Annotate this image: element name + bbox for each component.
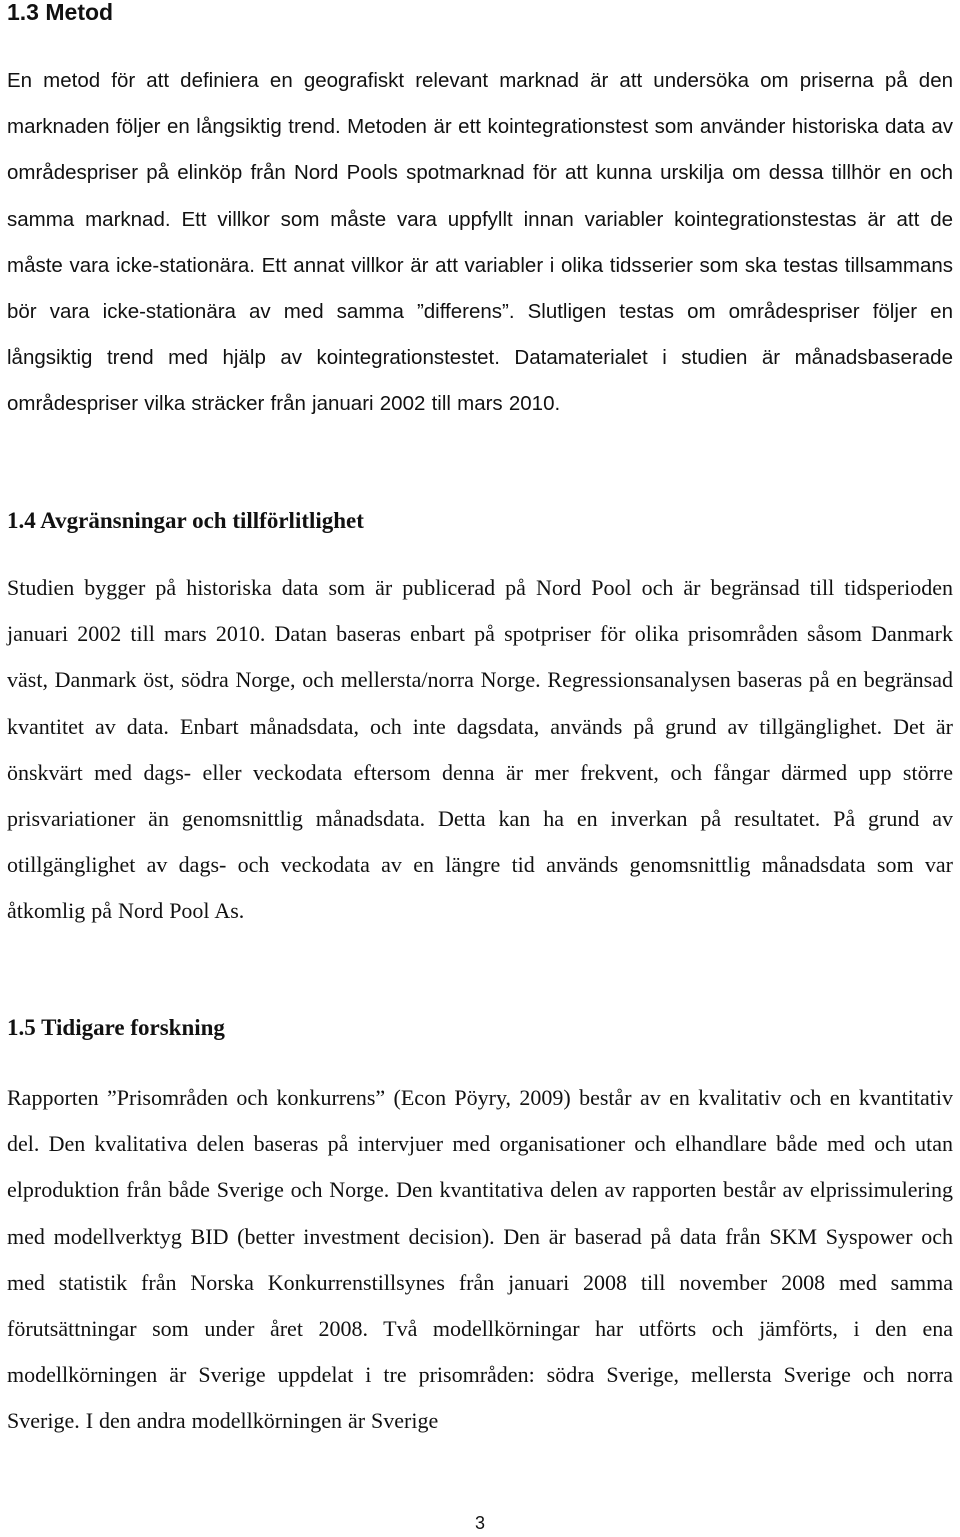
section-heading-tidigare-forskning: 1.5 Tidigare forskning [7,1015,225,1040]
section-heading-metod: 1.3 Metod [7,0,114,25]
section-paragraph-avgransningar: Studien bygger på historiska data som är publicerad på Nord Pool och är begränsad till tidsperioden januari 2002 till mars 2010. Datan baseras enbart på spotpriser för olika prisområden såsom Danmark väst, Danmark öst, södra Norge, och mellersta/norra Norge. Regressionsanalysen baseras på en begränsad kvantitet av data. Enbart månadsdata, och inte dagsdata, används på grund av tillgänglighet. Det är önskvärt med dags- eller veckodata eftersom denna är mer frekvent, och fångar därmed upp större prisvariationer än genomsnittlig månadsdata. Detta kan ha en inverkan på resultatet. På grund av otillgänglighet av dags- och veckodata av en längre tid används genomsnittlig månadsdata som var åtkomlig på Nord Pool As. [7,575,953,924]
page-number: 3 [474,1513,485,1533]
section-paragraph-metod: En metod för att definiera en geografiskt relevant marknad är att undersöka om priserna på den marknaden följer en långsiktig trend. Metoden är ett kointegrationstest som använder historiska data av områdespriser på elinköp från Nord Pools spotmarknad för att kunna urskilja om dessa tillhör en och samma marknad. Ett villkor som måste vara uppfyllt innan variabler kointegrationstestas är att de måste vara icke-stationära. Ett annat villkor är att variabler i olika tidsserier som ska testas tillsammans bör vara icke-stationära av med samma ”differens”. Slutligen testas om områdespriser följer en långsiktig trend med hjälp av kointegrationstestet. Datamaterialet i studien är månadsbaserade områdespriser vilka sträcker från januari 2002 till mars 2010. [7,69,953,416]
section-heading-avgransningar: 1.4 Avgränsningar och tillförlitlighet [7,508,364,533]
section-paragraph-tidigare-forskning: Rapporten ”Prisområden och konkurrens” (Econ Pöyry, 2009) består av en kvalitativ och en kvantitativ del. Den kvalitativa delen baseras på intervjuer med organisationer och elhandlare både med och utan elproduktion från både Sverige och Norge. Den kvantitativa delen av rapporten består av elprissimulering med modellverktyg BID (better investment decision). Den är baserad på data från SKM Syspower och med statistik från Norska Konkurrenstillsynes från januari 2008 till november 2008 med samma förutsättningar som under året 2008. Två modellkörningar har utförts och jämförts, i den ena modellkörningen är Sverige uppdelat i tre prisområden: södra Sverige, mellersta Sverige och norra Sverige. I den andra modellkörningen är Sverige [7,1085,953,1434]
